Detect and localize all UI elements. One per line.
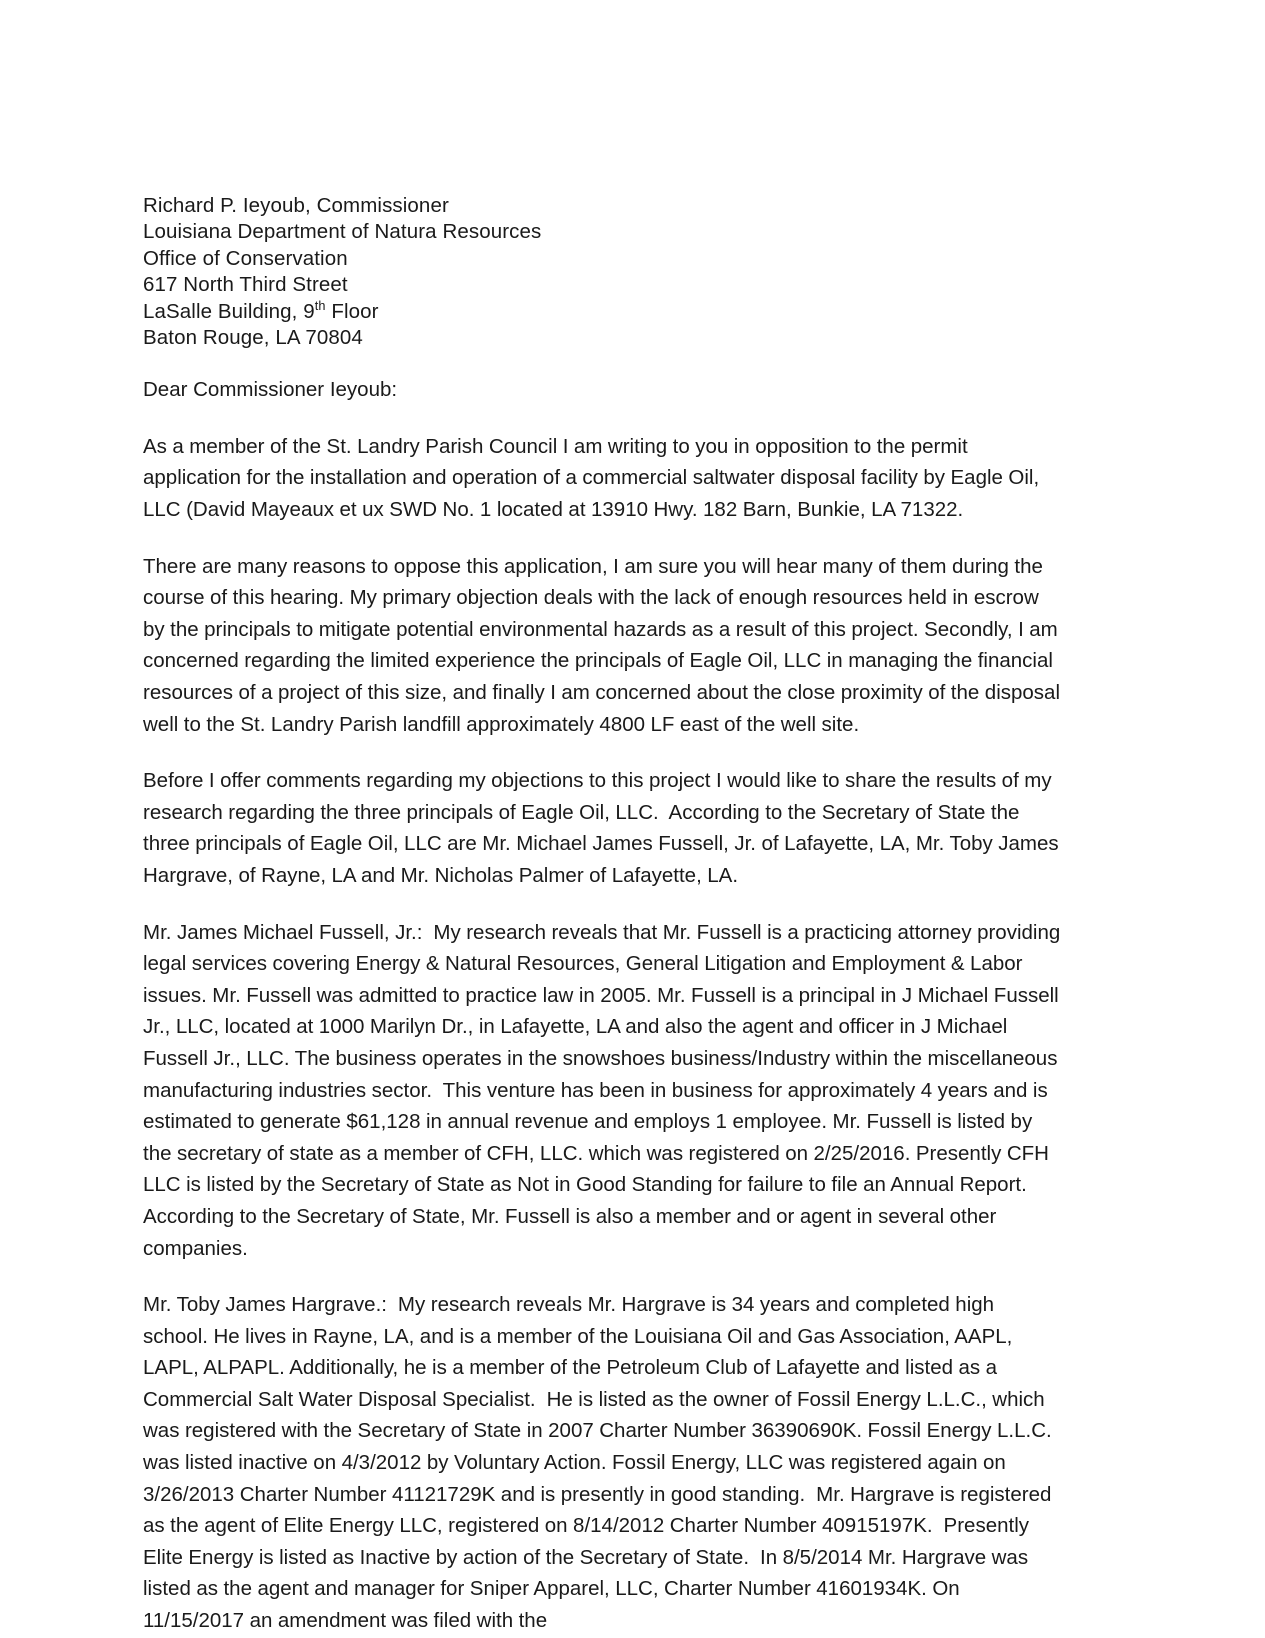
recipient-street-line: 617 North Third Street bbox=[143, 273, 348, 297]
recipient-office-line: Office of Conservation bbox=[143, 246, 348, 270]
paragraph-fussell-research: Mr. James Michael Fussell, Jr.: My research reveals that Mr. Fussell is a practicing attorney providing legal services covering Energy & Natural Resources, General Litigation and Employment & Labor issues. Mr. Fussell was admitted to practice law in 2005. Mr. Fussell is a principal in J Michael Fussell Jr., LLC, located at 1000 Marilyn Dr., in Lafayette, LA and also the agent and officer in J Michael Fussell Jr., LLC. The business operates in the snowshoes business/Industry within the miscellaneous manufacturing industries sector. This venture has been in business for approximately 4 years and is estimated to generate $61,128 in annual revenue and employs 1 employee. Mr. Fussell is listed by the secretary of state as a member of CFH, LLC. which was registered on 2/25/2016. Presently CFH LLC is listed by the Secretary of State as Not in Good Standing for failure to file an Annual Report. According to the Secretary of State, Mr. Fussell is also a member and or agent in several other companies. bbox=[143, 920, 1066, 1260]
paragraph-opposition-statement: As a member of the St. Landry Parish Council I am writing to you in opposition to the permit application for the installation and operation of a commercial saltwater disposal facility by Eagle Oil, LLC (David Mayeaux et ux SWD No. 1 located at 13910 Hwy. 182 Barn, Bunkie, LA 71322. bbox=[143, 434, 1045, 522]
paragraph-research-principals: Before I offer comments regarding my objections to this project I would like to share the results of my research regarding the three principals of Eagle Oil, LLC. According to the Secretary of State the three principals of Eagle Oil, LLC are Mr. Michael James Fussell, Jr. of Lafayette, LA, Mr. Toby James Hargrave, of Rayne, LA and Mr. Nicholas Palmer of Lafayette, LA. bbox=[143, 769, 1065, 887]
recipient-building-ordinal-suffix: th bbox=[314, 297, 326, 313]
letter-body bbox=[143, 193, 1066, 1637]
recipient-building-suffix: Floor bbox=[325, 299, 379, 323]
recipient-department-line: Louisiana Department of Natura Resources bbox=[143, 220, 542, 244]
paragraph-reasons-to-oppose: There are many reasons to oppose this application, I am sure you will hear many of them during the course of this hearing. My primary objection deals with the lack of enough resources held in escrow by the principals to mitigate potential environmental hazards as a result of this project. Secondly, I am concerned regarding the limited experience the principals of Eagle Oil, LLC in managing the financial resources of a project of this size, and finally I am concerned about the close proximity of the disposal well to the St. Landry Parish landfill approximately 4800 LF east of the well site. bbox=[143, 554, 1066, 736]
recipient-city-state-zip-line: Baton Rouge, LA 70804 bbox=[143, 326, 363, 350]
paragraph-hargrave-research: Mr. Toby James Hargrave.: My research reveals Mr. Hargrave is 34 years and completed high school. He lives in Rayne, LA, and is a member of the Louisiana Oil and Gas Association, AAPL, LAPL, ALPAPL. Additionally, he is a member of the Petroleum Club of Lafayette and listed as a Commercial Salt Water Disposal Specialist. He is listed as the owner of Fossil Energy L.L.C., which was registered with the Secretary of State in 2007 Charter Number 36390690K. Fossil Energy L.L.C. was listed inactive on 4/3/2012 by Voluntary Action. Fossil Energy, LLC was registered again on 3/26/2013 Charter Number 41121729K and is presently in good standing. Mr. Hargrave is registered as the agent of Elite Energy LLC, registered on 8/14/2012 Charter Number 40915197K. Presently Elite Energy is listed as Inactive by action of the Secretary of State. In 8/5/2014 Mr. Hargrave was listed as the agent and manager for Sniper Apparel, LLC, Charter Number 41601934K. On 11/15/2017 an amendment was filed with the bbox=[143, 1293, 1058, 1633]
recipient-building-line bbox=[143, 299, 1063, 325]
recipient-name-line: Richard P. Ieyoub, Commissioner bbox=[143, 194, 449, 217]
recipient-building-prefix: LaSalle Building, 9 bbox=[143, 299, 315, 323]
salutation: Dear Commissioner Ieyoub: bbox=[143, 378, 398, 402]
recipient-address-block bbox=[143, 193, 1063, 351]
